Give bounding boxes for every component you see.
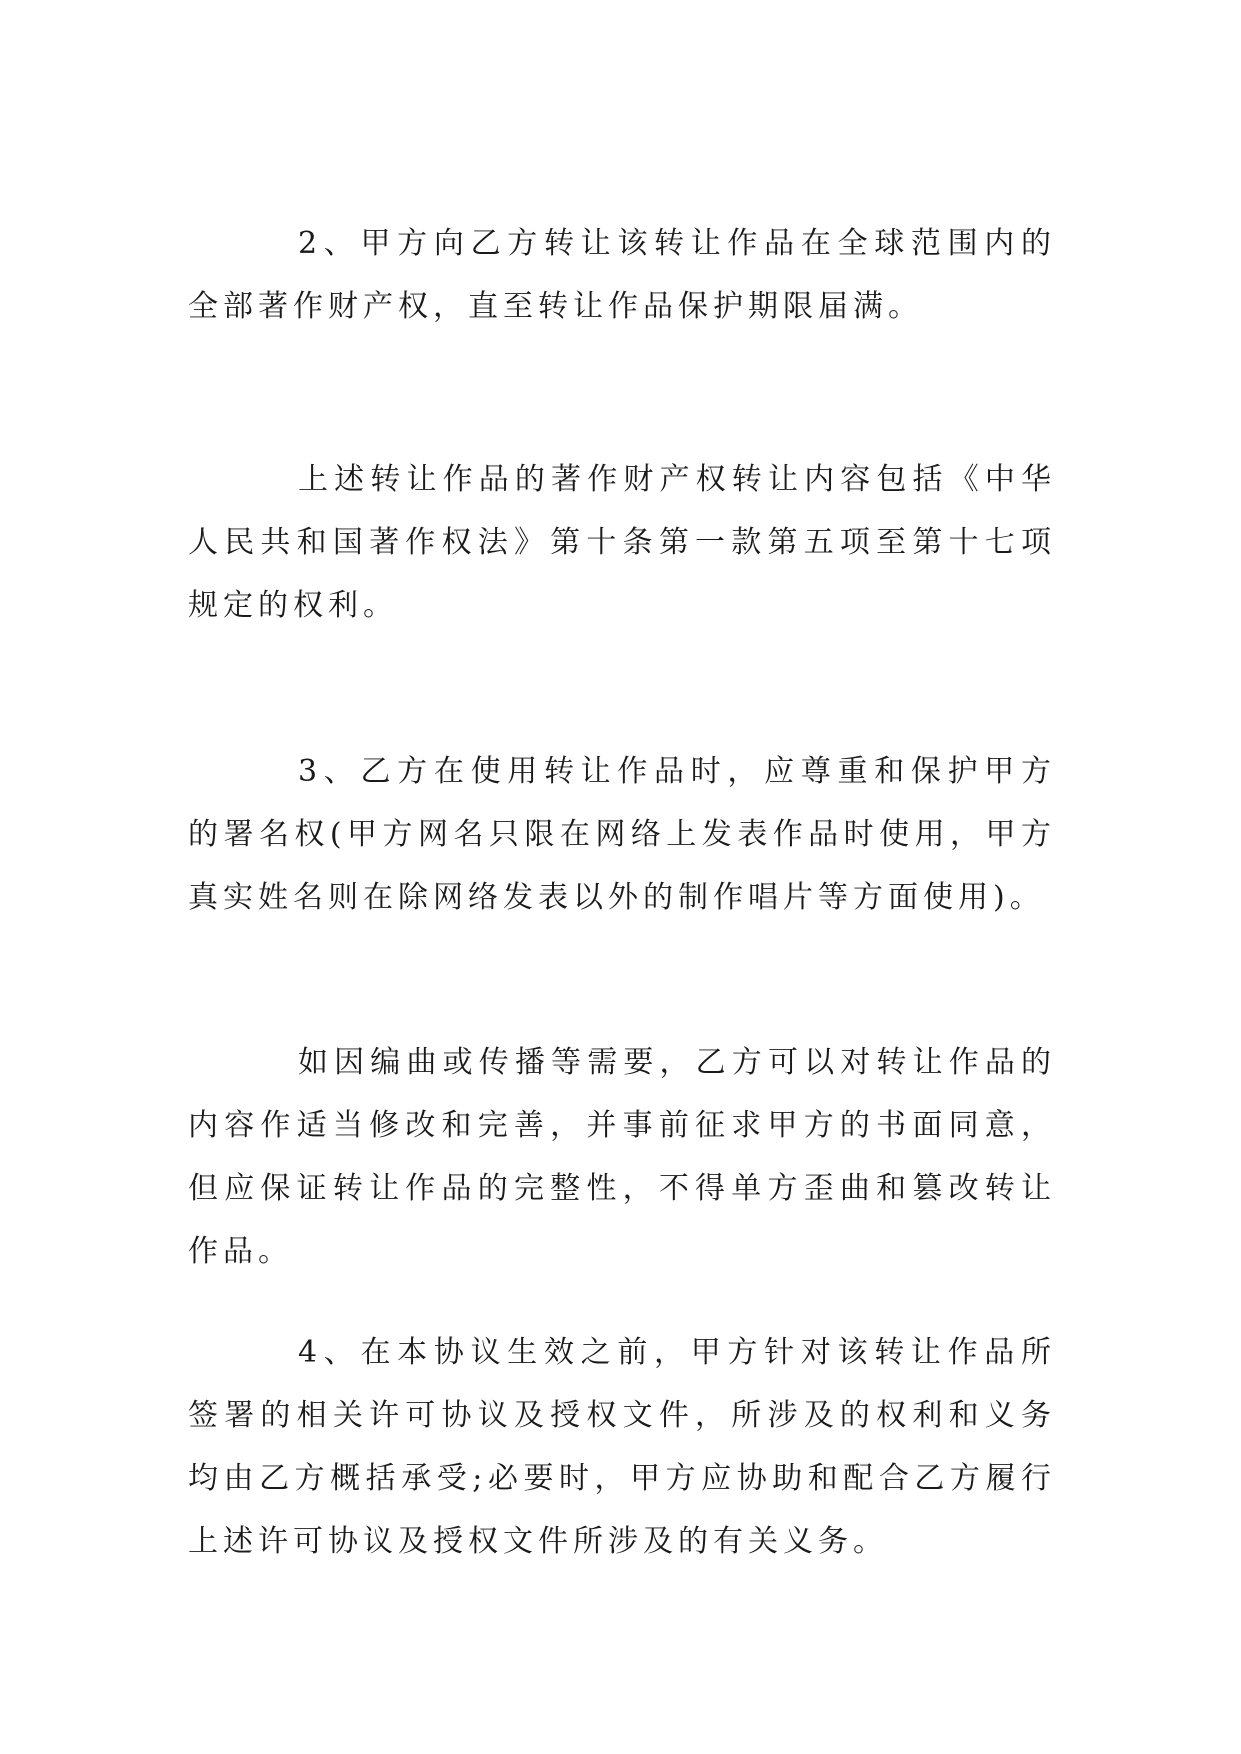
paragraph-clause-2: 2、甲方向乙方转让该转让作品在全球范围内的全部著作财产权，直至转让作品保护期限届满。 [188, 226, 1056, 324]
paragraph-modification: 如因编曲或传播等需要，乙方可以对转让作品的内容作适当修改和完善，并事前征求甲方的书面同意，但应保证转让作品的完整性，不得单方歪曲和篡改转让作品。 [188, 1045, 1056, 1269]
paragraph-transfer-scope: 上述转让作品的著作财产权转让内容包括《中华人民共和国著作权法》第十条第一款第五项至第十七项规定的权利。 [188, 462, 1056, 623]
paragraph-clause-4: 4、在本协议生效之前，甲方针对该转让作品所签署的相关许可协议及授权文件，所涉及的权利和义务均由乙方概括承受;必要时，甲方应协助和配合乙方履行上述许可协议及授权文件所涉及的有关义务。 [188, 1335, 1056, 1559]
paragraph-clause-3: 3、乙方在使用转让作品时，应尊重和保护甲方的署名权(甲方网名只限在网络上发表作品时使用，甲方真实姓名则在除网络发表以外的制作唱片等方面使用)。 [188, 754, 1056, 915]
